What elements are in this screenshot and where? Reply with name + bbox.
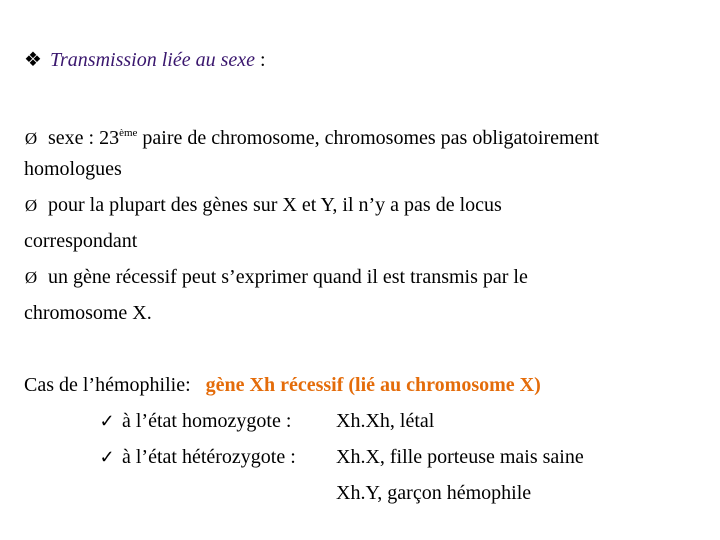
- case-line: [24, 373, 541, 397]
- case-item-1-value: Xh.Xh, létal: [336, 410, 435, 432]
- arrow-bullet-icon: Ø: [24, 268, 38, 287]
- checkmark-icon: ✓: [99, 447, 115, 467]
- case-item-2-value: Xh.X, fille porteuse mais saine: [336, 446, 584, 468]
- case-label: Cas de l’hémophilie:: [24, 374, 191, 396]
- section-heading: [24, 48, 266, 72]
- bullet-3-continuation: chromosome X.: [24, 302, 152, 324]
- bullet-2-continuation: correspondant: [24, 230, 138, 252]
- arrow-bullet-icon: Ø: [24, 129, 38, 148]
- case-item-1-label: à l’état homozygote :: [122, 410, 292, 432]
- bullet-3-text: un gène récessif peut s’exprimer quand il est transmis par le: [48, 266, 528, 288]
- bullet-item-1: [24, 121, 599, 151]
- heading-title: Transmission liée au sexe: [50, 49, 255, 71]
- bullet-item-2: [24, 193, 502, 218]
- heading-suffix: :: [255, 49, 266, 71]
- bullet-1-superscript: ème: [119, 127, 138, 139]
- bullet-2-text: pour la plupart des gènes sur X et Y, il n’y a pas de locus: [48, 194, 502, 216]
- bullet-1-continuation: homologues: [24, 158, 122, 180]
- checkmark-icon: ✓: [99, 411, 115, 431]
- bullet-1-text-pre: sexe : 23: [48, 127, 120, 149]
- arrow-bullet-icon: Ø: [24, 196, 38, 215]
- bullet-1-text-post: paire de chromosome, chromosomes pas obligatoirement: [137, 127, 599, 149]
- case-extra-line: Xh.Y, garçon hémophile: [336, 482, 532, 504]
- bullet-item-3: [24, 265, 528, 290]
- case-highlight: gène Xh récessif (lié au chromosome X): [205, 374, 541, 396]
- case-item-2-label: à l’état hétérozygote :: [122, 446, 296, 468]
- diamond-bullet-icon: ❖: [24, 49, 42, 71]
- case-item-homozygote: [98, 409, 434, 433]
- case-item-heterozygote: [98, 445, 584, 469]
